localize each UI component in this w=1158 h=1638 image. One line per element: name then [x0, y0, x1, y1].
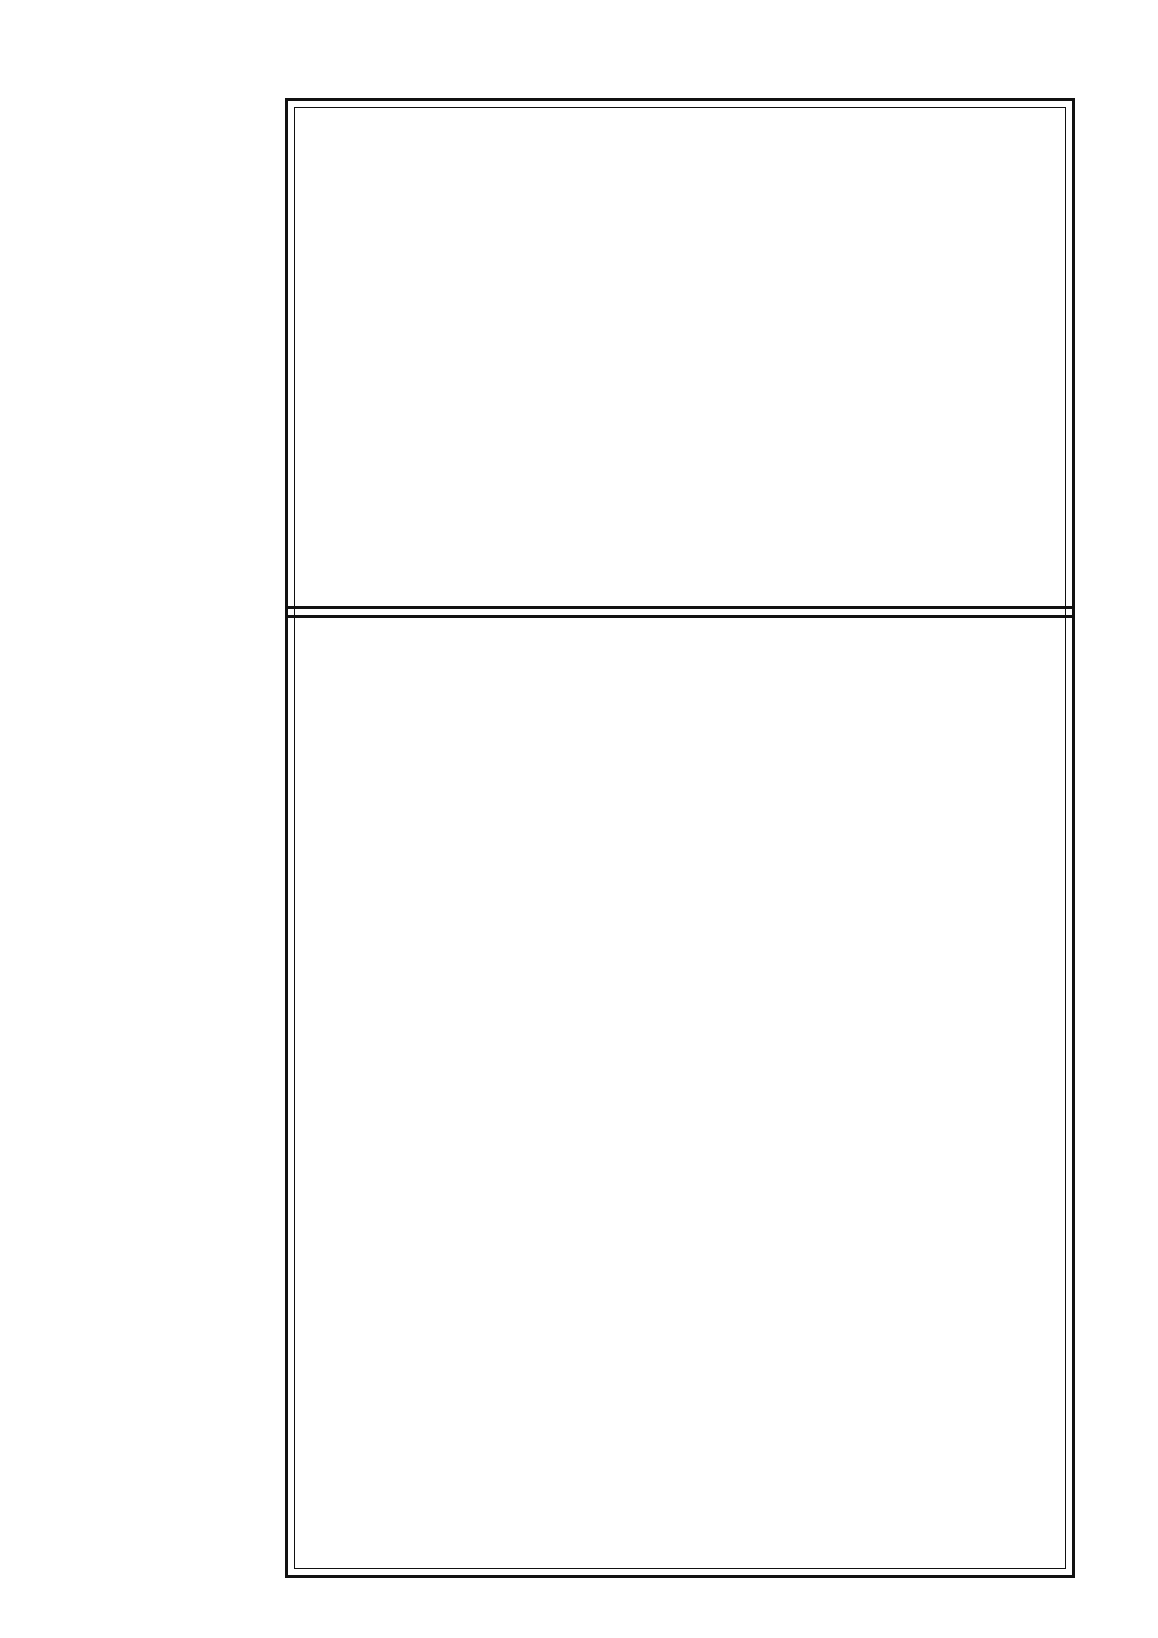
commentary-section [302, 633, 1058, 1568]
text-frame [285, 98, 1075, 1578]
page-header [285, 48, 1045, 98]
section-divider [288, 606, 1072, 618]
hadith-text-section [302, 131, 1058, 571]
